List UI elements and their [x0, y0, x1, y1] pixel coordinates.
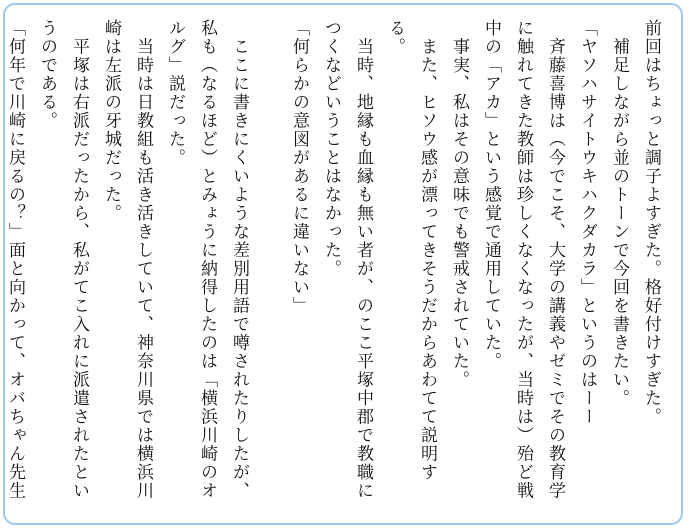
vertical-text-body [5, 19, 667, 513]
column-gap [255, 19, 283, 513]
text-frame [3, 3, 683, 525]
paragraph: また、ヒソウ感が漂ってきそうだからあわてて説明する。 [385, 19, 437, 482]
paragraph: 「何年で川崎に戻るの？」面と向かって、オバちゃん先生 [5, 19, 25, 500]
paragraph: 事実、私はその意味でも警戒されていた。 [449, 19, 469, 389]
paragraph: 平塚は右派だったから、私がてこ入れに派遣されたというのである。 [37, 19, 89, 500]
paragraph: 前回はちょっと調子よすぎた。格好付けすぎた。 [641, 19, 661, 426]
paragraph: ここに書きにくいような差別用語で噂されたりしたが、私も（なるほど）とみょうに納得したのは「横浜川崎のオルグ」説だった。 [165, 19, 249, 500]
paragraph: 「ヤソハサイトウキハクダカラ」というのはーー [577, 19, 597, 426]
paragraph: 「何らかの意図があるに違いない」 [289, 19, 309, 315]
paragraph: 斉藤喜博は（今でこそ、大学の講義やゼミでその教育学に触れてきた教師は珍しくなくなったが、当時は）殆ど戦中の「アカ」という感覚で通用していた。 [481, 19, 565, 500]
paragraph: 補足しながら並のトーンで今回を書きたい。 [609, 19, 629, 408]
paragraph: 当時は日教組も活き活きしていて、神奈川県では横浜川崎は左派の牙城だった。 [101, 19, 153, 500]
paragraph: 当時、地縁も血縁も無い者が、のここ平塚中郡で教職につくなどいうことはなかった。 [321, 19, 373, 500]
